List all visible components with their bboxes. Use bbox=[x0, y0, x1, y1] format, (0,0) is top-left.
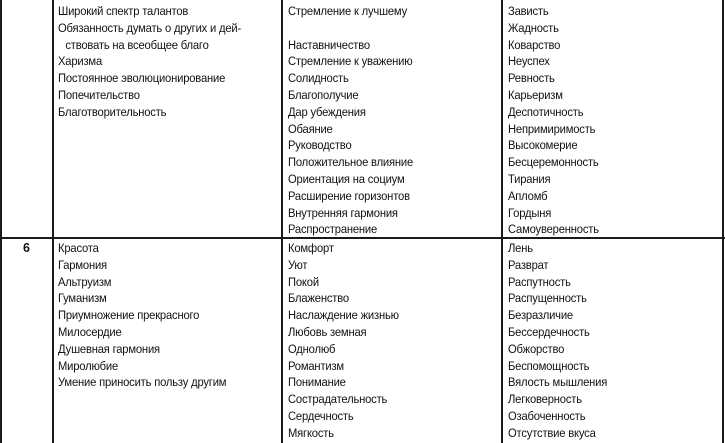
quality-item: Приумножение прекрасного bbox=[58, 308, 200, 323]
aspiration-item: Наслаждение жизнью bbox=[288, 308, 399, 323]
vice-item: Неуспех bbox=[508, 54, 550, 69]
quality-item: Обязанность думать о других и дей- bbox=[58, 20, 242, 35]
vice-item: Тирания bbox=[508, 171, 551, 186]
vice-item: Апломб bbox=[508, 188, 548, 203]
aspiration-item: Уют bbox=[288, 257, 308, 272]
column-divider-1 bbox=[52, 0, 54, 443]
quality-item: Гармония bbox=[58, 257, 107, 272]
aspiration-item: Стремление к лучшему bbox=[288, 4, 408, 18]
vice-item: Коварство bbox=[508, 37, 561, 52]
quality-item: Широкий спектр талантов bbox=[58, 4, 189, 18]
vice-item: Обжорство bbox=[508, 341, 565, 356]
vice-item: Безразличие bbox=[508, 308, 573, 323]
vice-item: Беспомощность bbox=[508, 358, 590, 373]
aspiration-item: Солидность bbox=[288, 71, 349, 86]
vice-item: Распущенность bbox=[508, 291, 587, 306]
vice-item: Ревность bbox=[508, 71, 555, 86]
quality-item: Милосердие bbox=[58, 324, 122, 339]
qualities-cell bbox=[58, 240, 226, 391]
quality-item: Душевная гармония bbox=[58, 341, 160, 356]
vice-item: Бесцеремонность bbox=[508, 155, 599, 170]
vice-item: Распутность bbox=[508, 274, 571, 289]
quality-item: Красота bbox=[58, 241, 99, 255]
aspiration-item: Благополучие bbox=[288, 87, 359, 102]
vices-cell bbox=[508, 240, 607, 442]
aspiration-item: Обаяние bbox=[288, 121, 333, 136]
aspiration-item: Руководство bbox=[288, 138, 352, 153]
quality-item: Умение приносить пользу другим bbox=[58, 375, 227, 390]
row-number: 6 bbox=[23, 241, 30, 255]
aspiration-item: Блаженство bbox=[288, 291, 349, 306]
vice-item: Вялость мышления bbox=[508, 375, 608, 390]
quality-item: Альтруизм bbox=[58, 274, 112, 289]
vice-item: Деспотичность bbox=[508, 104, 584, 119]
aspiration-item: Стремление к уважению bbox=[288, 54, 413, 69]
vice-item: Высокомерие bbox=[508, 138, 578, 153]
qualities-cell bbox=[58, 3, 241, 121]
aspiration-item: Понимание bbox=[288, 375, 346, 390]
vice-item: Озабоченность bbox=[508, 408, 586, 423]
aspiration-item: Ориентация на социум bbox=[288, 171, 405, 186]
vice-item: Карьеризм bbox=[508, 87, 563, 102]
aspirations-cell bbox=[288, 240, 399, 442]
aspiration-item: Внутренняя гармония bbox=[288, 205, 398, 220]
aspiration-item: Сострадательность bbox=[288, 392, 388, 407]
quality-item: Постоянное эволюционирование bbox=[58, 71, 226, 86]
vice-item: Бессердечность bbox=[508, 324, 590, 339]
column-divider-2 bbox=[281, 0, 283, 443]
aspiration-item: Наставничество bbox=[288, 37, 370, 52]
aspiration-item: Дар убеждения bbox=[288, 104, 366, 119]
vice-item: Лень bbox=[508, 241, 533, 255]
aspiration-item: Расширение горизонтов bbox=[288, 188, 410, 203]
aspiration-item: Однолюб bbox=[288, 341, 336, 356]
quality-item: Попечительство bbox=[58, 87, 140, 102]
quality-item: Миролюбие bbox=[58, 358, 119, 373]
vice-item: Гордыня bbox=[508, 205, 552, 220]
aspiration-item: Распространение bbox=[288, 222, 378, 237]
aspiration-item: Любовь земная bbox=[288, 324, 367, 339]
quality-item: Гуманизм bbox=[58, 291, 107, 306]
aspiration-item: Комфорт bbox=[288, 241, 334, 255]
vice-item: Самоуверенность bbox=[508, 222, 599, 237]
quality-item: ствовать на всеобщее благо bbox=[65, 37, 209, 52]
aspiration-item: Положительное влияние bbox=[288, 155, 414, 170]
aspiration-item: Романтизм bbox=[288, 358, 344, 373]
vice-item: Легковерность bbox=[508, 392, 582, 407]
vice-item: Зависть bbox=[508, 4, 549, 18]
vice-item: Непримиримость bbox=[508, 121, 596, 136]
table-border-right bbox=[722, 0, 724, 443]
quality-item: Благотворительность bbox=[58, 104, 167, 119]
quality-item: Харизма bbox=[58, 54, 103, 69]
aspiration-item: Покой bbox=[288, 274, 319, 289]
vices-cell bbox=[508, 3, 599, 238]
aspirations-cell bbox=[288, 3, 413, 238]
vice-item: Жадность bbox=[508, 20, 559, 35]
aspiration-item: Мягкость bbox=[288, 425, 334, 440]
vice-item: Разврат bbox=[508, 257, 549, 272]
vice-item: Отсутствие вкуса bbox=[508, 425, 596, 440]
aspiration-item bbox=[288, 20, 413, 37]
table-border-left bbox=[0, 0, 2, 443]
aspiration-item: Сердечность bbox=[288, 408, 354, 423]
column-divider-3 bbox=[501, 0, 503, 443]
